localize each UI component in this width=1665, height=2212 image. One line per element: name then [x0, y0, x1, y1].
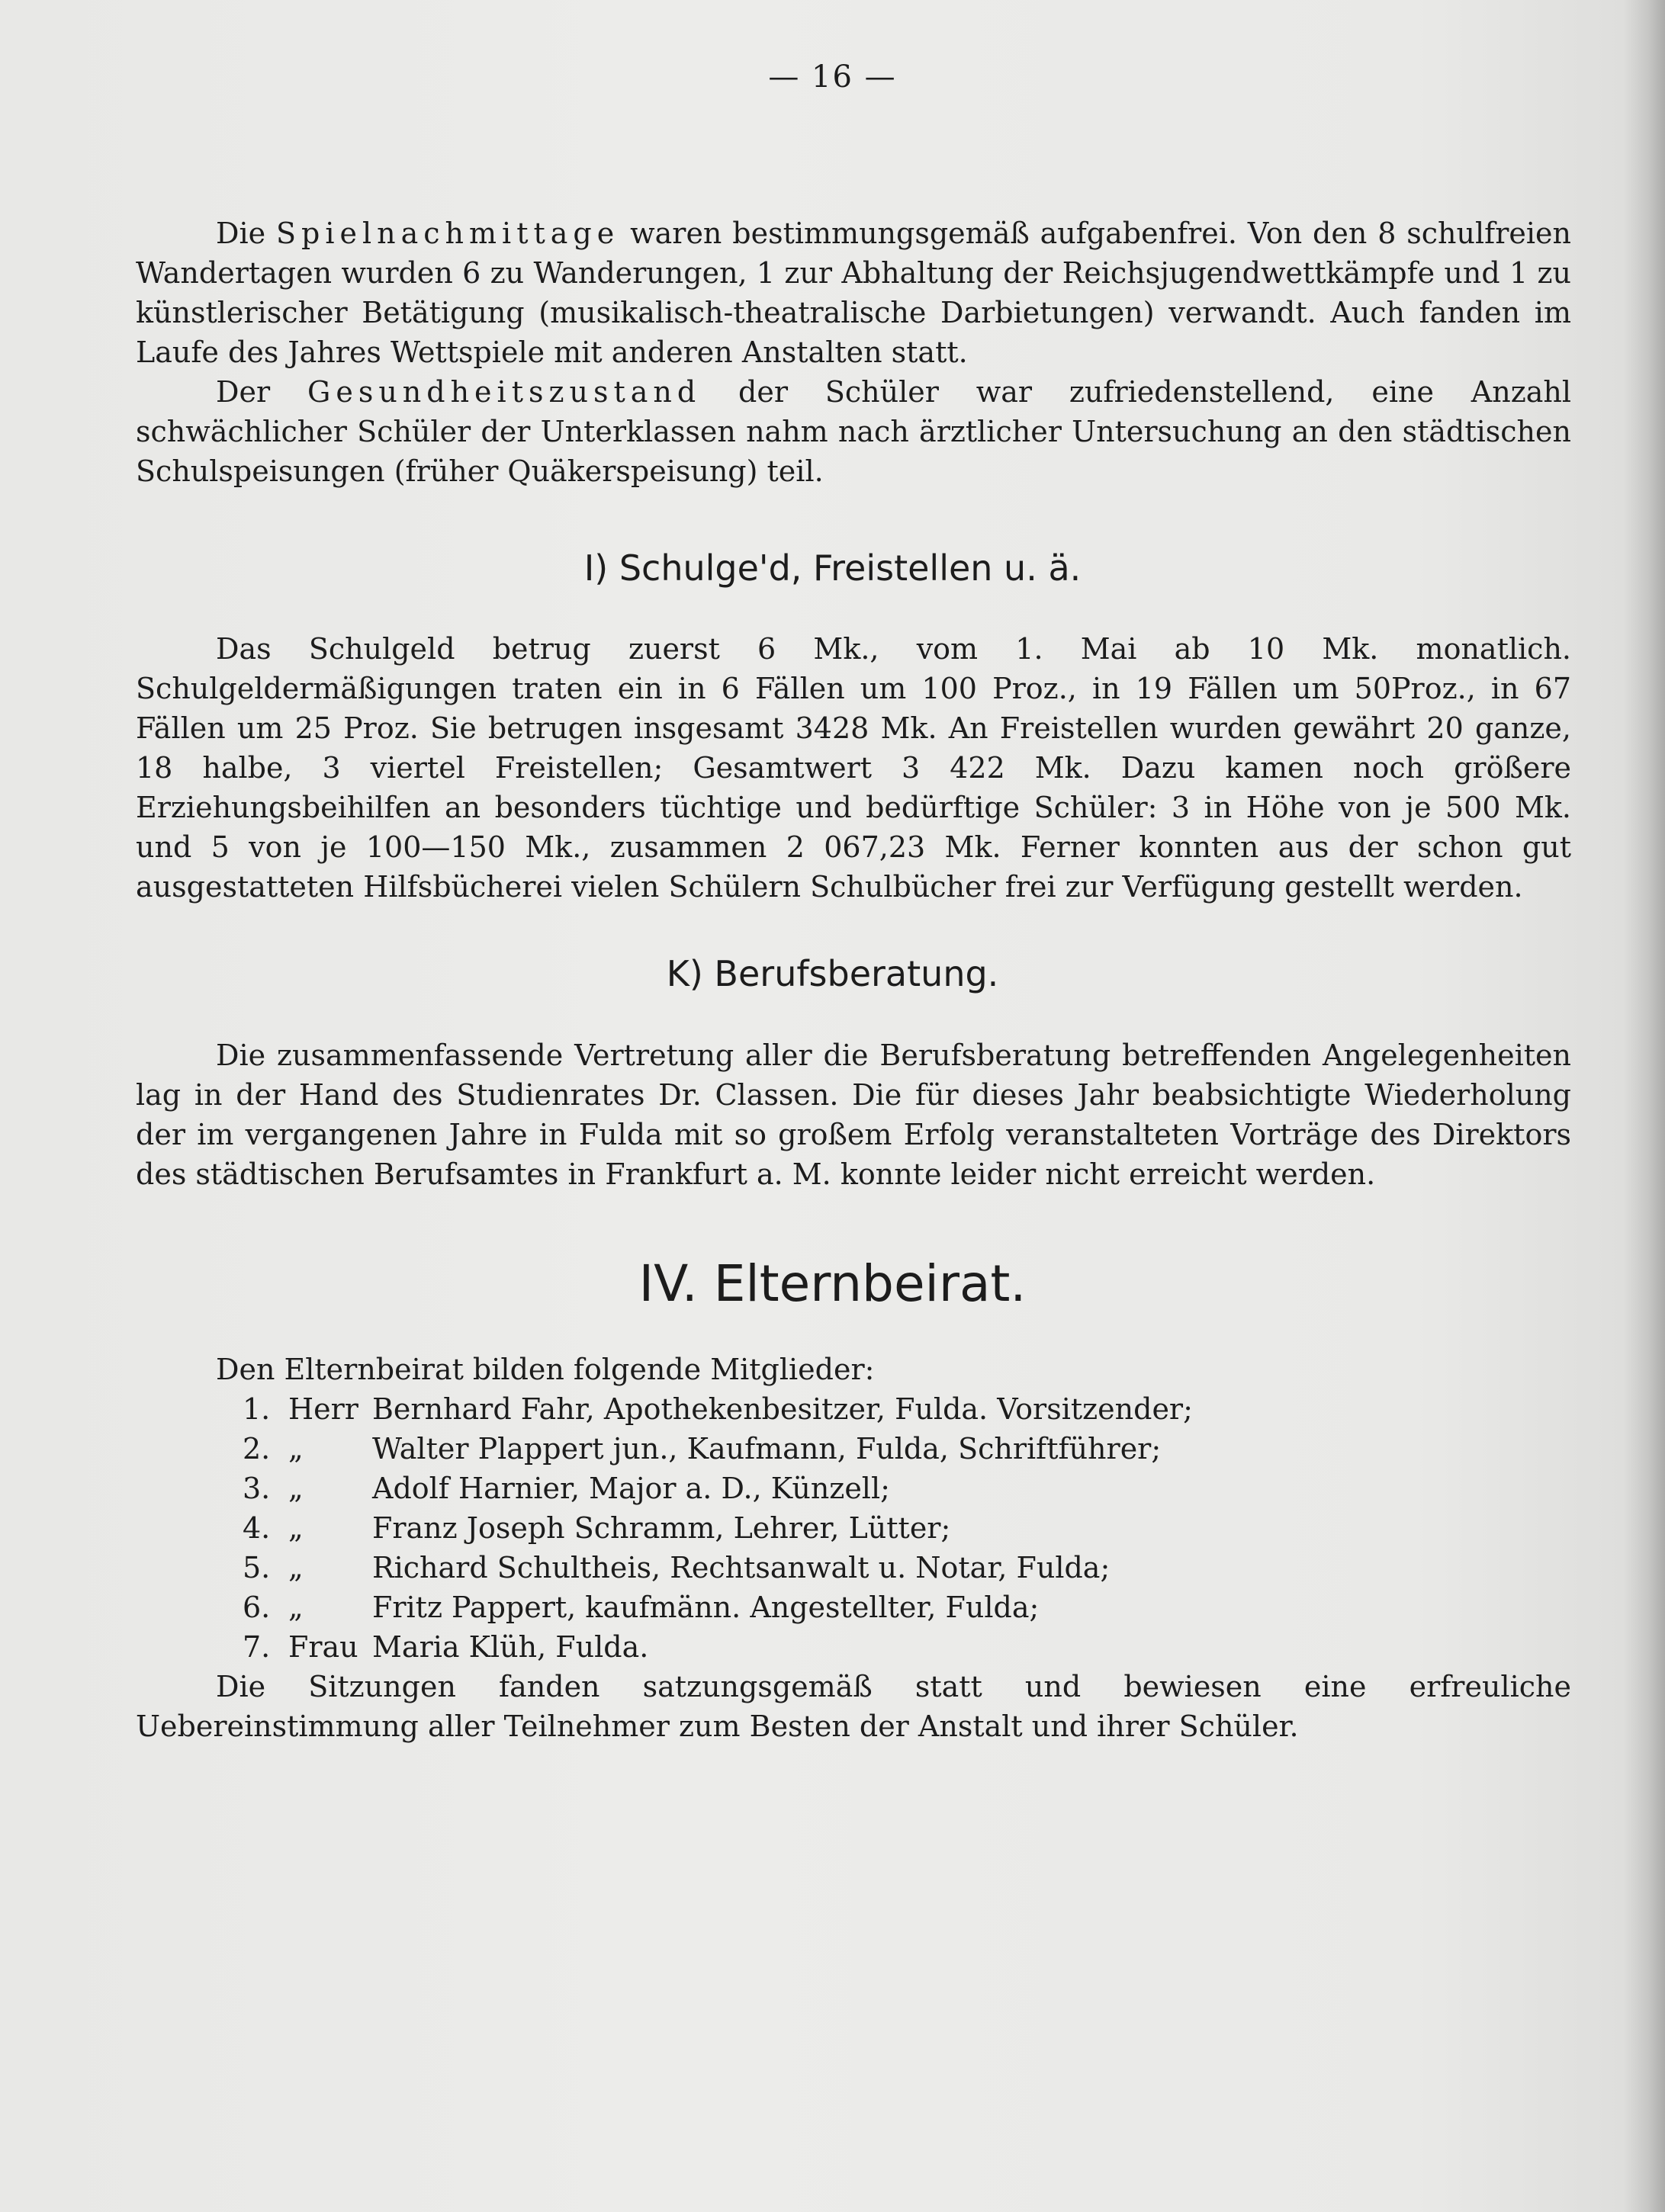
spaced-term: Gesundheitszustand: [307, 375, 702, 409]
intro-section: [136, 213, 1571, 491]
list-item: 2. „ Walter Plappert jun., Kaufmann, Fulda, Schriftführer;: [243, 1432, 1162, 1466]
list-item: 6. „ Fritz Pappert, kaufmänn. Angestellter, Fulda;: [243, 1591, 1040, 1624]
heading-schulgeld: I) Schulge'd, Freistellen u. ä.: [583, 547, 1082, 589]
list-item: 7. Frau Maria Klüh, Fulda.: [243, 1630, 649, 1664]
heading-elternbeirat: IV. Elternbeirat.: [638, 1254, 1027, 1313]
paragraph-elternbeirat-intro: Den Elternbeirat bilden folgende Mitglieder:: [216, 1353, 875, 1386]
berufsberatung-section: [136, 1035, 1571, 1194]
page-edge-shadow: [1623, 0, 1665, 2212]
list-item: 4. „ Franz Joseph Schramm, Lehrer, Lütter;: [243, 1511, 951, 1545]
paragraph-schulgeld: Das Schulgeld betrug zuerst 6 Mk., vom 1. Mai ab 10 Mk. monatlich. Schulgeldermäßigungen traten ein in 6 Fällen um 100 Proz., in 19 Fällen um 50Proz., in 67 Fällen um 25 Proz. Sie betrugen insgesamt 3428 Mk. An Freistellen wurden gewährt 20 ganze, 18 halbe, 3 viertel Freistellen; Gesamtwert 3 422 Mk. Dazu kamen noch größere Erziehungsbeihilfen an besonders tüchtige und bedürftige Schüler: 3 in Höhe von je 500 Mk. und 5 von je 100—150 Mk., zusammen 2 067,23 Mk. Ferner konnten aus der schon gut ausgestatteten Hilfsbücherei vielen Schülern Schulbücher frei zur Verfügung gestellt werden.: [136, 632, 1571, 904]
list-item: 1. Herr Bernhard Fahr, Apothekenbesitzer, Fulda. Vorsitzender;: [243, 1392, 1193, 1426]
heading-berufsberatung: K) Berufsberatung.: [666, 953, 999, 994]
paragraph-gesundheitszustand: Der Gesundheitszustand der Schüler war zufriedenstellend, eine Anzahl schwächlicher Schüler der Unterklassen nahm nach ärztlicher Untersuchung an den städtischen Schulspeisungen (früher Quäkerspeisung) teil.: [136, 375, 1571, 488]
paragraph-berufsberatung: Die zusammenfassende Vertretung aller die Berufsberatung betreffenden Angelegenheiten lag in der Hand des Studienrates Dr. Classen. Die für dieses Jahr beabsichtigte Wiederholung der im vergangenen Jahre in Fulda mit so großem Erfolg veranstalteten Vorträge des Direktors des städtischen Berufsamtes in Frankfurt a. M. konnte leider nicht erreicht werden.: [136, 1039, 1571, 1191]
paragraph-spielnachmittage: Die Spielnachmittage waren bestimmungsgemäß aufgabenfrei. Von den 8 schulfreien Wandertagen wurden 6 zu Wanderungen, 1 zur Abhaltung der Reichsjugendwettkämpfe und 1 zu künstlerischer Betätigung (musikalisch-theatralische Darbietungen) verwandt. Auch fanden im Laufe des Jahres Wettspiele mit anderen Anstalten statt.: [136, 217, 1571, 369]
spaced-term: Spielnachmittage: [275, 217, 620, 250]
schulgeld-section: [136, 629, 1571, 907]
list-item: 5. „ Richard Schultheis, Rechtsanwalt u. Notar, Fulda;: [243, 1551, 1111, 1584]
elternbeirat-section: [136, 1350, 1571, 1746]
list-item: 3. „ Adolf Harnier, Major a. D., Künzell;: [243, 1472, 890, 1505]
paragraph-elternbeirat-closing: Die Sitzungen fanden satzungsgemäß statt und bewiesen eine erfreuliche Uebereinstimmung aller Teilnehmer zum Besten der Anstalt und ihrer Schüler.: [136, 1670, 1571, 1743]
page-number: — 16 —: [768, 59, 897, 95]
member-list: [136, 1389, 1571, 1667]
